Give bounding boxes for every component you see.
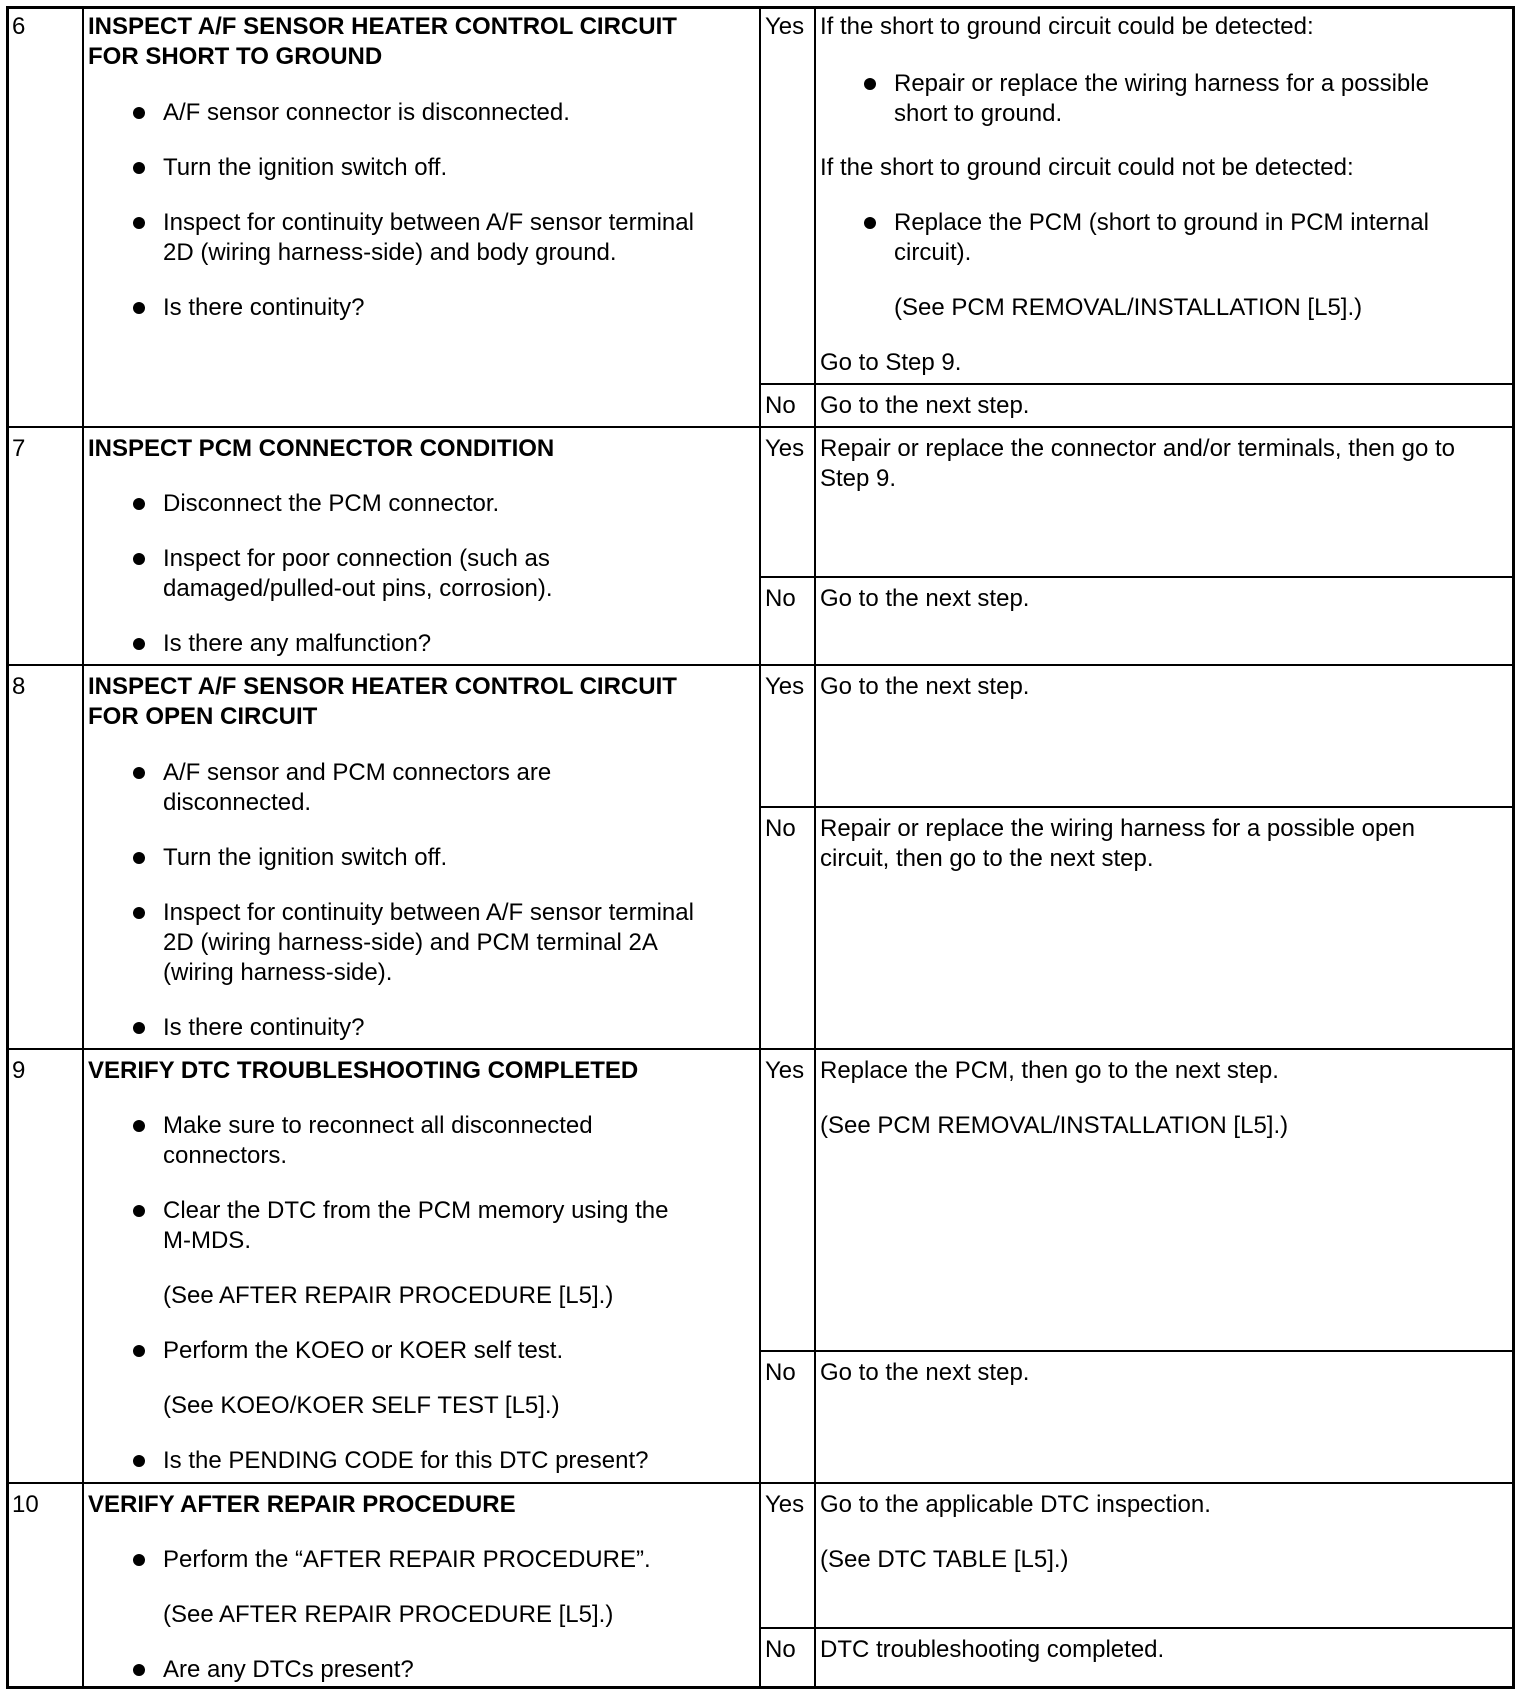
yes-result: circuit).: [894, 239, 972, 266]
bullet-icon: [133, 852, 145, 864]
step-title: INSPECT PCM CONNECTOR CONDITION: [88, 435, 555, 462]
yes-result: If the short to ground circuit could be detected:: [820, 13, 1314, 40]
step-number: 8: [12, 673, 26, 700]
step-number: 10: [12, 1491, 39, 1518]
table-border-left: [6, 6, 9, 1689]
bullet-icon: [133, 1664, 145, 1676]
step-title: INSPECT A/F SENSOR HEATER CONTROL CIRCUIT: [88, 13, 677, 40]
bullet-text: damaged/pulled-out pins, corrosion).: [163, 575, 553, 602]
bullet-text: Make sure to reconnect all disconnected: [163, 1112, 593, 1139]
bullet-icon: [133, 1022, 145, 1034]
bullet-text: connectors.: [163, 1142, 288, 1169]
no-result: Repair or replace the wiring harness for a possible open: [820, 815, 1415, 842]
table-border-bottom: [6, 1686, 1515, 1689]
no-result: Go to the next step.: [820, 392, 1030, 419]
bullet-text: A/F sensor connector is disconnected.: [163, 99, 570, 126]
col-sep-yesno: [814, 6, 816, 1689]
step-title: FOR SHORT TO GROUND: [88, 43, 383, 70]
bullet-text: M-MDS.: [163, 1227, 251, 1254]
bullet-icon: [133, 1205, 145, 1217]
bullet-text: Is there continuity?: [163, 1014, 365, 1041]
step-number: 7: [12, 435, 26, 462]
bullet-text: Perform the KOEO or KOER self test.: [163, 1337, 564, 1364]
reference-note: (See KOEO/KOER SELF TEST [L5].): [163, 1392, 560, 1419]
yes-label: Yes: [765, 435, 805, 462]
bullet-text: Inspect for continuity between A/F sensor terminal: [163, 209, 694, 236]
step-number: 9: [12, 1057, 26, 1084]
bullet-icon: [133, 767, 145, 779]
yesno-sep-8: [759, 806, 1515, 808]
no-label: No: [765, 392, 796, 419]
yes-result: If the short to ground circuit could not be detected:: [820, 154, 1354, 181]
bullet-text: Inspect for continuity between A/F sensor terminal: [163, 899, 694, 926]
yes-result: short to ground.: [894, 100, 1063, 127]
yes-result: Repair or replace the wiring harness for a possible: [894, 70, 1429, 97]
bullet-text: Inspect for poor connection (such as: [163, 545, 550, 572]
step-title: FOR OPEN CIRCUIT: [88, 703, 318, 730]
bullet-text: Is the PENDING CODE for this DTC present?: [163, 1447, 649, 1474]
bullet-text: Is there any malfunction?: [163, 630, 432, 657]
bullet-icon: [133, 217, 145, 229]
bullet-text: 2D (wiring harness-side) and body ground.: [163, 239, 617, 266]
no-result: Go to the next step.: [820, 1359, 1030, 1386]
no-label: No: [765, 815, 796, 842]
no-result: Go to the next step.: [820, 585, 1030, 612]
step-title: INSPECT A/F SENSOR HEATER CONTROL CIRCUIT: [88, 673, 677, 700]
yes-result: Replace the PCM (short to ground in PCM internal: [894, 209, 1429, 236]
yes-result: Go to the applicable DTC inspection.: [820, 1491, 1211, 1518]
no-label: No: [765, 585, 796, 612]
row-sep-8-9: [6, 1048, 1515, 1050]
yes-result-reference: (See PCM REMOVAL/INSTALLATION [L5].): [894, 294, 1363, 321]
yes-label: Yes: [765, 13, 805, 40]
table-border-top: [6, 6, 1515, 9]
bullet-icon: [133, 1554, 145, 1566]
step-number: 6: [12, 13, 26, 40]
bullet-icon: [133, 638, 145, 650]
bullet-text: disconnected.: [163, 789, 312, 816]
yes-result: Replace the PCM, then go to the next step.: [820, 1057, 1279, 1084]
row-sep-9-10: [6, 1482, 1515, 1484]
bullet-icon: [133, 1455, 145, 1467]
step-title: VERIFY DTC TROUBLESHOOTING COMPLETED: [88, 1057, 639, 1084]
bullet-icon: [133, 107, 145, 119]
yes-result: Go to Step 9.: [820, 349, 962, 376]
bullet-icon: [133, 1345, 145, 1357]
yes-label: Yes: [765, 1057, 805, 1084]
yes-result: Repair or replace the connector and/or terminals, then go to: [820, 435, 1456, 462]
bullet-text: Turn the ignition switch off.: [163, 154, 448, 181]
yes-result: Step 9.: [820, 465, 897, 492]
bullet-icon: [864, 78, 876, 90]
bullet-icon: [133, 907, 145, 919]
table-border-right: [1512, 6, 1515, 1689]
bullet-text: (wiring harness-side).: [163, 959, 393, 986]
bullet-text: Disconnect the PCM connector.: [163, 490, 500, 517]
bullet-icon: [864, 217, 876, 229]
reference-note: (See AFTER REPAIR PROCEDURE [L5].): [163, 1282, 614, 1309]
yesno-sep-9: [759, 1350, 1515, 1352]
bullet-text: 2D (wiring harness-side) and PCM terminal 2A: [163, 929, 658, 956]
bullet-text: Are any DTCs present?: [163, 1656, 414, 1683]
col-sep-step: [82, 6, 84, 1689]
bullet-icon: [133, 553, 145, 565]
bullet-icon: [133, 302, 145, 314]
no-label: No: [765, 1636, 796, 1663]
yes-result: Go to the next step.: [820, 673, 1030, 700]
yes-label: Yes: [765, 673, 805, 700]
no-result: circuit, then go to the next step.: [820, 845, 1154, 872]
yesno-sep-7: [759, 576, 1515, 578]
yes-result-reference: (See DTC TABLE [L5].): [820, 1546, 1069, 1573]
yes-label: Yes: [765, 1491, 805, 1518]
bullet-text: Perform the “AFTER REPAIR PROCEDURE”.: [163, 1546, 651, 1573]
yesno-sep-10: [759, 1627, 1515, 1629]
bullet-icon: [133, 162, 145, 174]
bullet-icon: [133, 1120, 145, 1132]
bullet-icon: [133, 498, 145, 510]
col-sep-action: [759, 6, 761, 1689]
bullet-text: A/F sensor and PCM connectors are: [163, 759, 552, 786]
yes-result-reference: (See PCM REMOVAL/INSTALLATION [L5].): [820, 1112, 1289, 1139]
reference-note: (See AFTER REPAIR PROCEDURE [L5].): [163, 1601, 614, 1628]
bullet-text: Turn the ignition switch off.: [163, 844, 448, 871]
no-label: No: [765, 1359, 796, 1386]
yesno-sep-6: [759, 383, 1515, 385]
bullet-text: Is there continuity?: [163, 294, 365, 321]
step-title: VERIFY AFTER REPAIR PROCEDURE: [88, 1491, 516, 1518]
row-sep-7-8: [6, 664, 1515, 666]
row-sep-6-7: [6, 426, 1515, 428]
bullet-text: Clear the DTC from the PCM memory using the: [163, 1197, 669, 1224]
no-result: DTC troubleshooting completed.: [820, 1636, 1165, 1663]
